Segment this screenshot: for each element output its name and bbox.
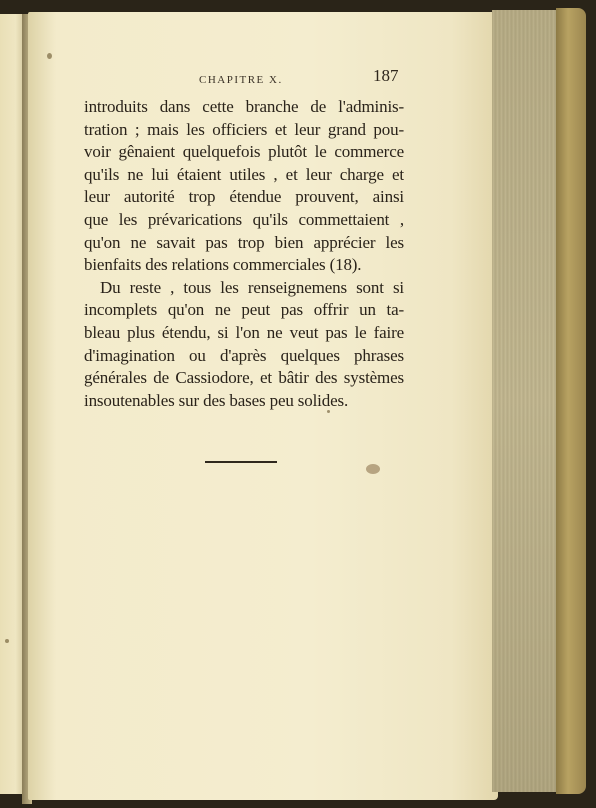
text-line: incomplets qu'on ne peut pas offrir un ta- bbox=[84, 300, 404, 320]
section-end-rule bbox=[205, 461, 277, 463]
text-line: insoutenables sur des bases peu solides. bbox=[84, 390, 349, 410]
ink-spot bbox=[5, 639, 9, 643]
ink-spot bbox=[366, 464, 380, 474]
running-head: CHAPITRE X. bbox=[199, 74, 283, 86]
book-cover-edge bbox=[556, 8, 586, 794]
text-line: voir gênaient quelquefois plutôt le commerce bbox=[84, 142, 404, 162]
text-line: introduits dans cette branche de l'adminis- bbox=[84, 97, 404, 116]
page-edge-shadow bbox=[492, 10, 562, 792]
page-number: 187 bbox=[373, 66, 399, 85]
text-line: que les prévarications qu'ils commettaient , bbox=[84, 209, 404, 229]
text-line: d'imagination ou d'après quelques phrases bbox=[84, 345, 404, 365]
text-line: qu'ils ne lui étaient utiles , et leur charge et bbox=[84, 164, 404, 184]
text-line: bleau plus étendu, si l'on ne veut pas le faire bbox=[84, 322, 404, 342]
text-line: générales de Cassiodore, et bâtir des systèmes bbox=[84, 368, 404, 388]
ink-spot bbox=[47, 53, 52, 59]
text-line: bienfaits des relations commerciales (18). bbox=[84, 255, 362, 275]
body-text bbox=[84, 96, 404, 412]
text-line: leur autorité trop étendue prouvent, ainsi bbox=[84, 187, 404, 207]
page-header bbox=[0, 66, 596, 92]
text-line: tration ; mais les officiers et leur grand pou- bbox=[84, 119, 404, 139]
text-line: qu'on ne savait pas trop bien apprécier les bbox=[84, 232, 404, 252]
text-line: Du reste , tous les renseignemens sont si bbox=[100, 277, 404, 297]
